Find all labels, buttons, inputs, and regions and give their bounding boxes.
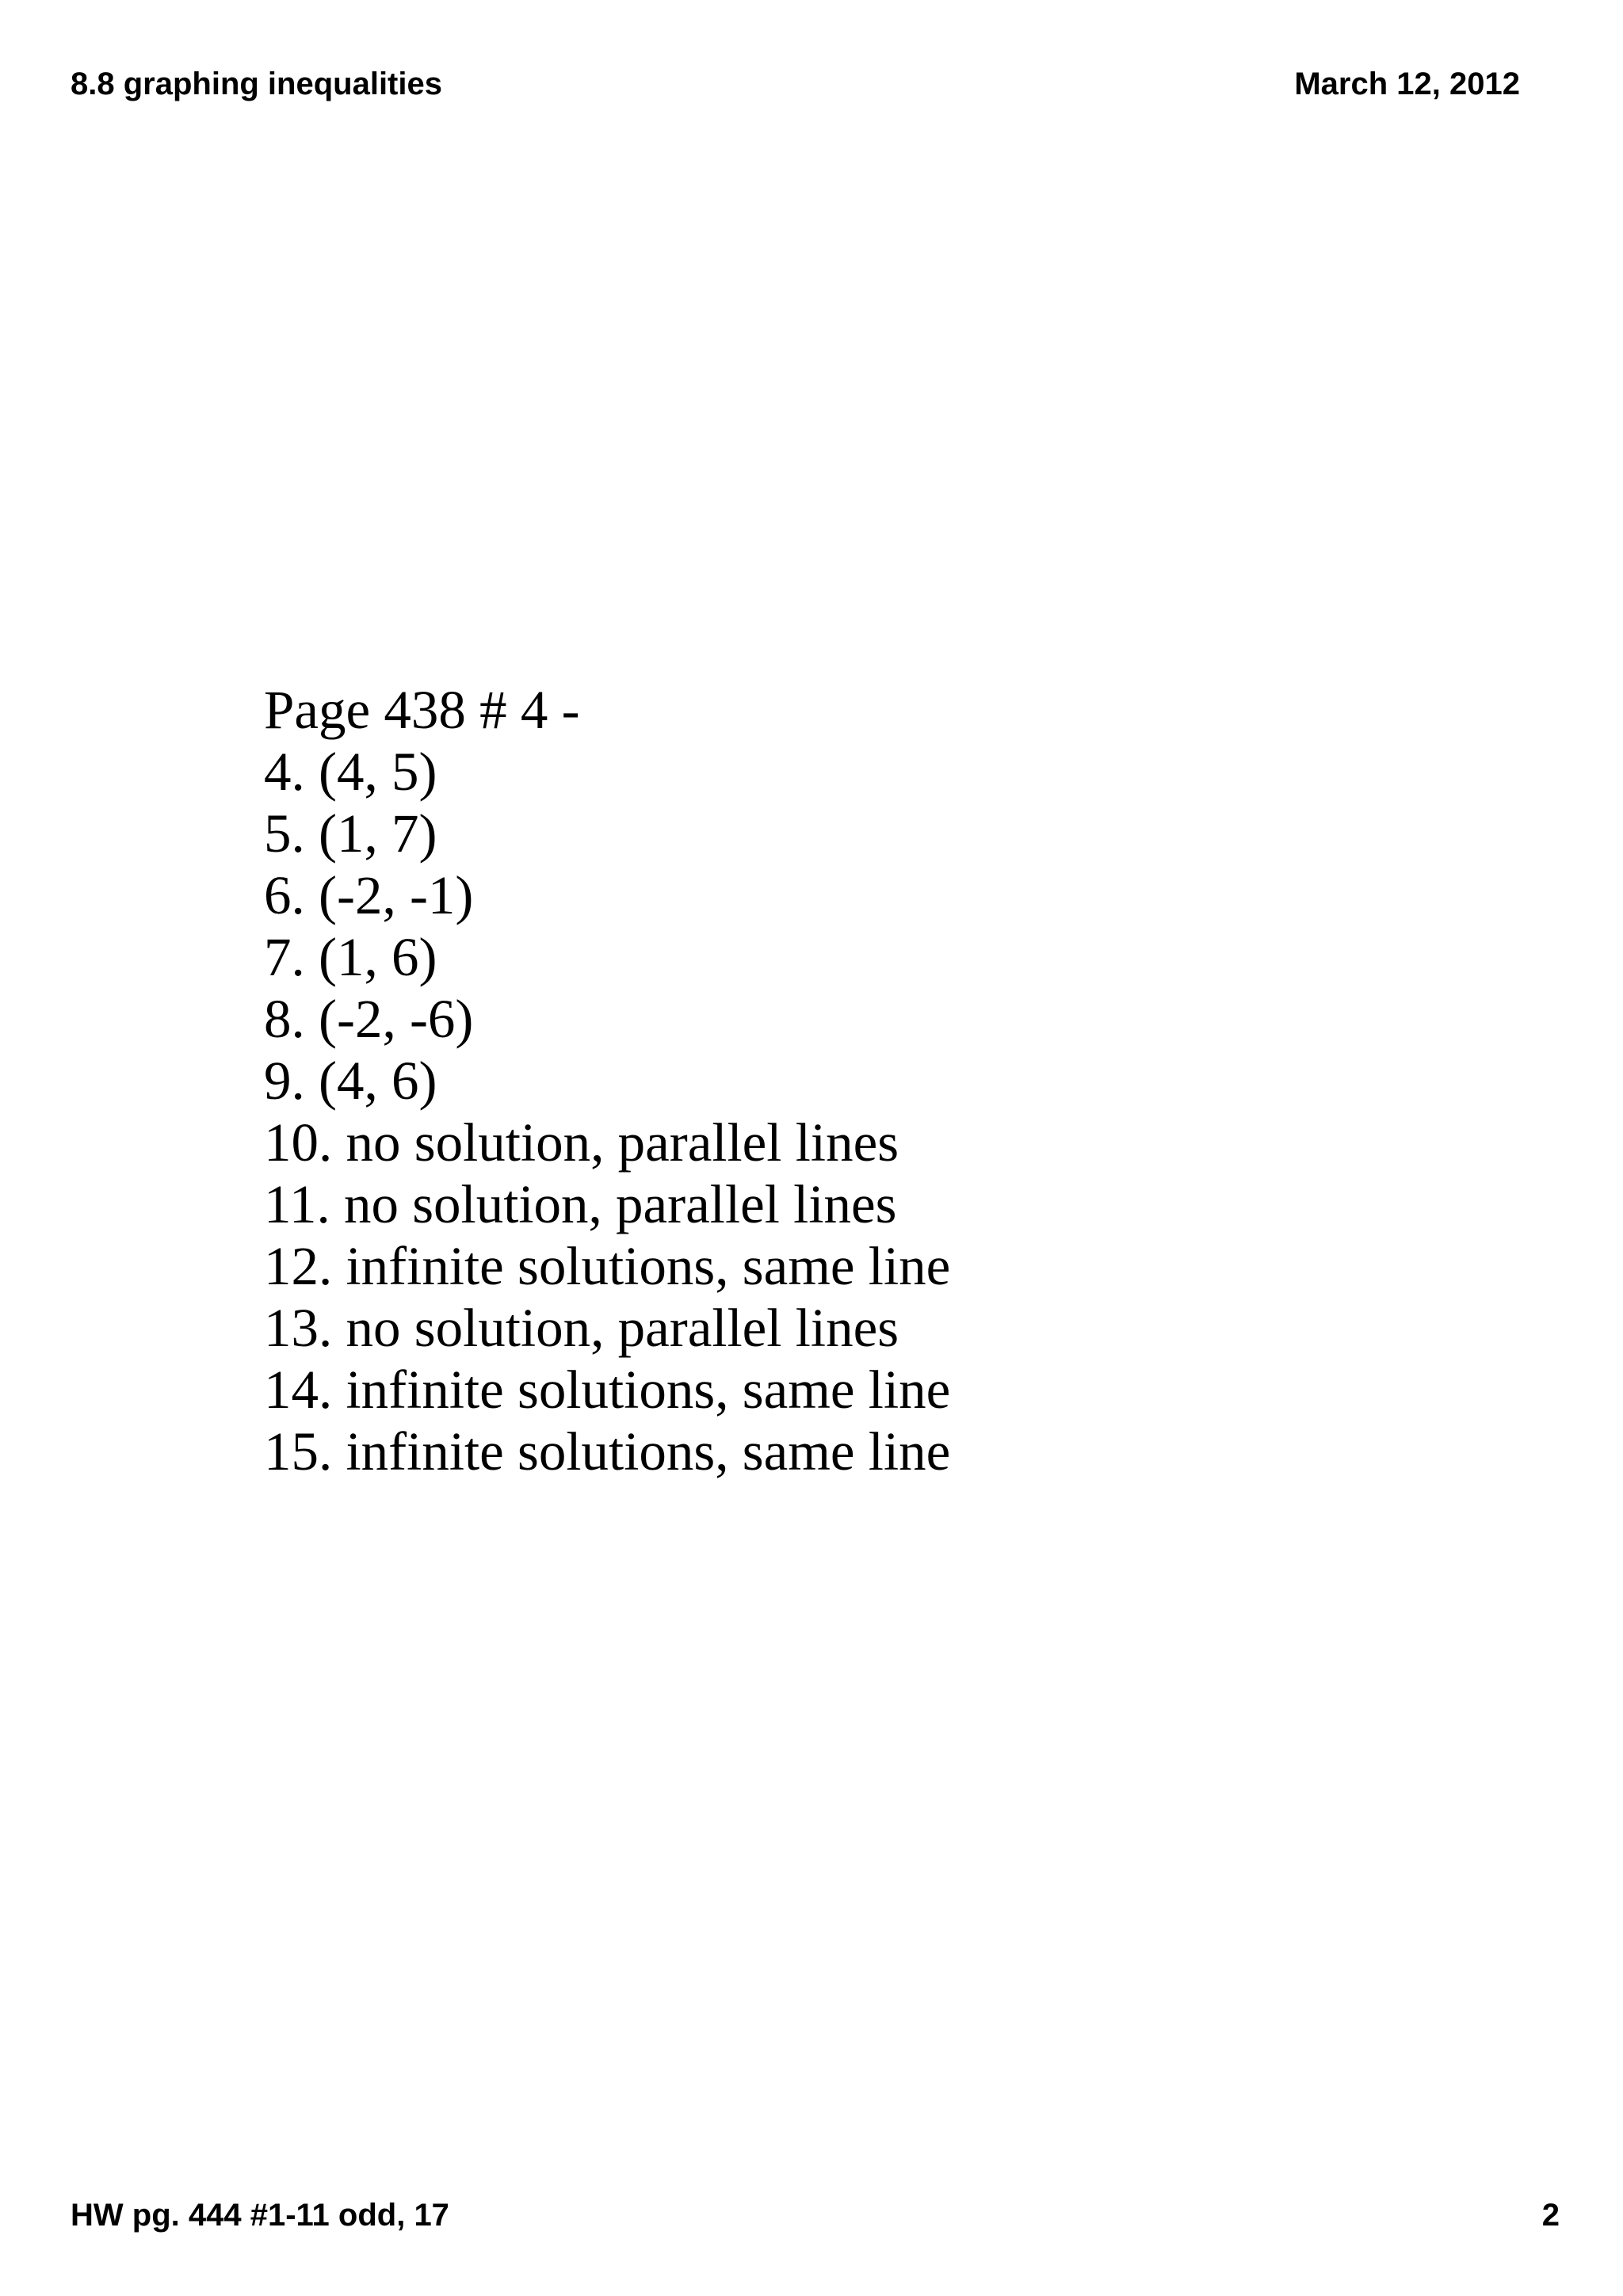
- answer-list: [264, 679, 950, 1482]
- answer-item: 14. infinite solutions, same line: [264, 1360, 951, 1420]
- answer-item: 9. (4, 6): [264, 1051, 437, 1111]
- answer-item: 8. (-2, -6): [264, 989, 474, 1049]
- answer-item: 7. (1, 6): [264, 927, 437, 987]
- answer-item: 6. (-2, -1): [264, 865, 474, 925]
- answer-item: 5. (1, 7): [264, 803, 437, 864]
- page-number: 2: [1541, 2198, 1560, 2233]
- answer-heading: Page 438 # 4 -: [264, 680, 580, 740]
- answer-item: 10. no solution, parallel lines: [264, 1112, 899, 1173]
- page-title: 8.8 graphing inequalities: [71, 67, 442, 101]
- answer-item: 15. infinite solutions, same line: [264, 1421, 951, 1482]
- homework-note: HW pg. 444 #1-11 odd, 17: [71, 2198, 449, 2233]
- answer-item: 11. no solution, parallel lines: [264, 1174, 897, 1234]
- page-date: March 12, 2012: [1294, 67, 1520, 101]
- answer-item: 4. (4, 5): [264, 742, 437, 802]
- answer-item: 13. no solution, parallel lines: [264, 1298, 899, 1358]
- answer-item: 12. infinite solutions, same line: [264, 1236, 951, 1296]
